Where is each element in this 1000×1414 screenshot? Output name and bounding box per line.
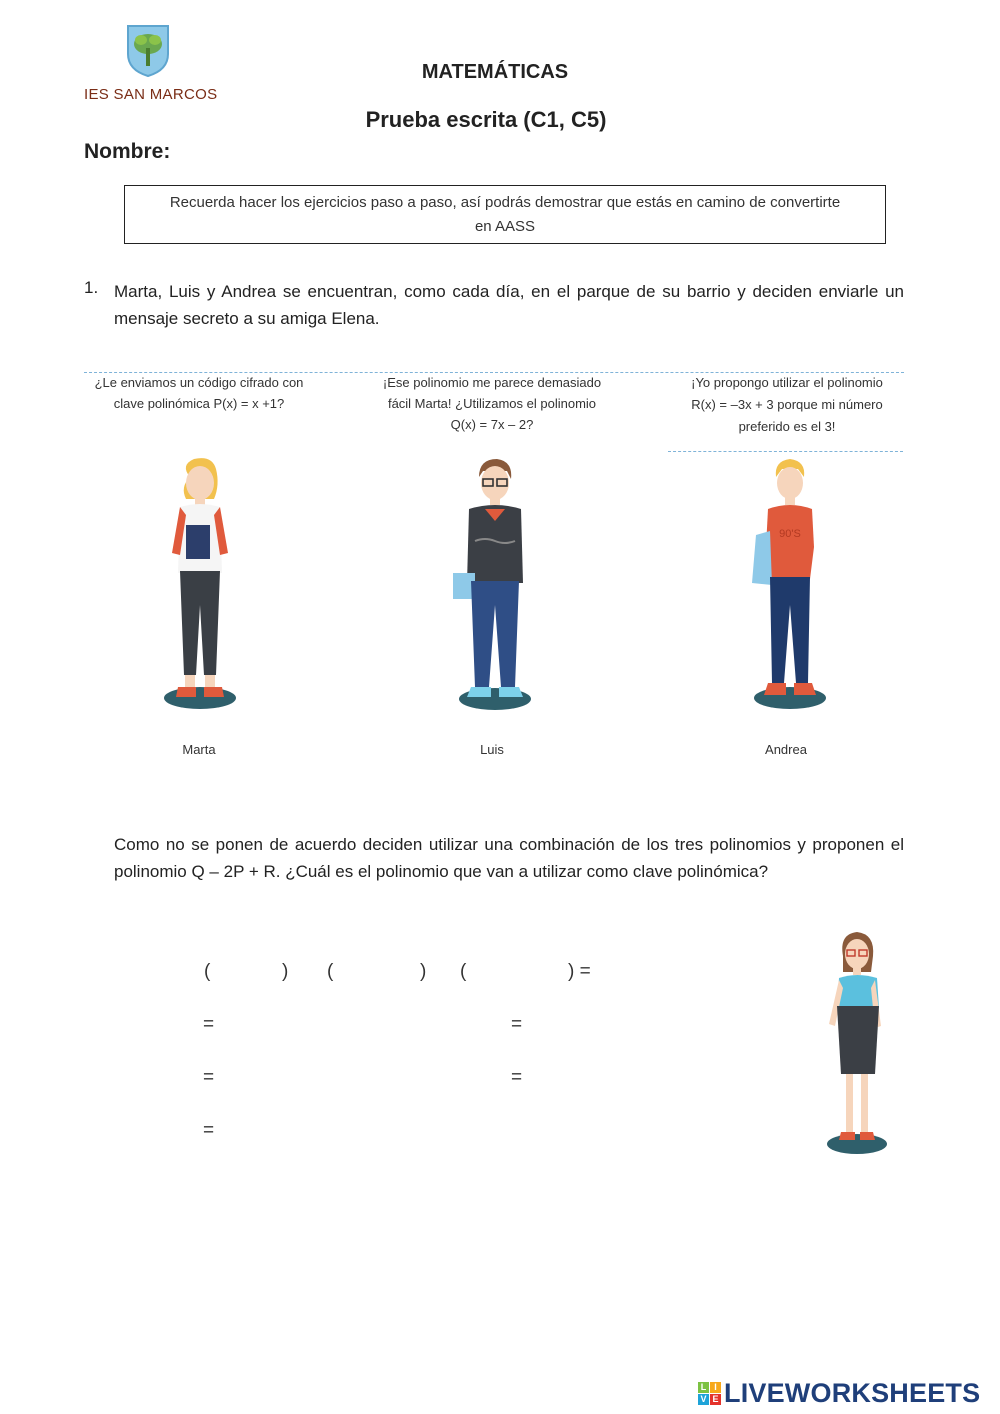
speech-line: clave polinómica P(x) = x +1? xyxy=(113,396,285,411)
close-paren: ) xyxy=(282,961,289,982)
lw-letter: L xyxy=(698,1382,709,1393)
answer-blank[interactable] xyxy=(226,1069,496,1091)
speech-luis xyxy=(372,372,612,435)
equals-sign: = xyxy=(203,1067,215,1088)
speech-line: R(x) = –3x + 3 porque mi número xyxy=(691,397,883,412)
speech-line: ¡Yo propongo utilizar el polinomio xyxy=(691,375,883,390)
speech-line: preferido es el 3! xyxy=(738,419,836,434)
answer-blank[interactable] xyxy=(226,1122,496,1144)
speech-marta xyxy=(84,372,314,414)
equals-sign: = xyxy=(511,1014,523,1035)
elena-illustration xyxy=(815,928,895,1163)
shirt-print: 90'S xyxy=(779,528,801,540)
answer-blank[interactable] xyxy=(474,963,564,985)
character-name-marta: Marta xyxy=(182,742,216,757)
equals-sign: = xyxy=(203,1014,215,1035)
equals-sign: = xyxy=(511,1067,523,1088)
lw-letter: E xyxy=(710,1394,721,1405)
speech-line: ¿Le enviamos un código cifrado con xyxy=(94,375,304,390)
answer-blank[interactable] xyxy=(216,963,276,985)
close-equals: ) = xyxy=(568,961,591,982)
speech-andrea xyxy=(672,372,902,438)
answer-blank[interactable] xyxy=(340,963,416,985)
equals-sign: = xyxy=(203,1120,215,1141)
subject-title: MATEMÁTICAS xyxy=(421,61,569,83)
exam-title: Prueba escrita (C1, C5) xyxy=(365,107,607,132)
name-label: Nombre: xyxy=(84,140,171,163)
open-paren: ( xyxy=(204,961,211,982)
dashed-divider xyxy=(668,451,903,452)
speech-line: fácil Marta! ¿Utilizamos el polinomio xyxy=(387,396,597,411)
andrea-illustration xyxy=(740,455,840,720)
question-number: 1. xyxy=(84,278,99,297)
reminder-box: Recuerda hacer los ejercicios paso a paso, así podrás demostrar que estás en camino de convertirte en AASS xyxy=(124,185,886,244)
liveworksheets-brand: LIVEWORKSHEETS xyxy=(724,1378,981,1408)
question-text: Marta, Luis y Andrea se encuentran, como cada día, en el parque de su barrio y deciden enviarle un mensaje secreto a su amiga Elena. xyxy=(114,282,904,328)
lw-letter: V xyxy=(698,1394,709,1405)
speech-line: ¡Ese polinomio me parece demasiado xyxy=(382,375,602,390)
school-name: IES SAN MARCOS xyxy=(84,86,218,103)
open-paren: ( xyxy=(460,961,467,982)
open-paren: ( xyxy=(327,961,334,982)
lw-letter: I xyxy=(710,1382,721,1393)
close-paren: ) xyxy=(420,961,427,982)
question-follow-up: Como no se ponen de acuerdo deciden utilizar una combinación de los tres polinomios y proponen el polinomio Q – 2P + R. ¿Cuál es el polinomio que van a utilizar como clave polinómica? xyxy=(114,835,904,881)
luis-illustration xyxy=(445,455,545,720)
answer-blank[interactable] xyxy=(534,1016,794,1038)
speech-line: Q(x) = 7x – 2? xyxy=(450,417,534,432)
answer-blank[interactable] xyxy=(534,1069,794,1091)
marta-illustration xyxy=(150,455,250,720)
character-name-andrea: Andrea xyxy=(765,742,807,757)
liveworksheets-logo xyxy=(698,1378,980,1409)
answer-blank[interactable] xyxy=(226,1016,496,1038)
lw-letter-grid-icon xyxy=(698,1382,721,1405)
answer-blank[interactable] xyxy=(608,963,758,985)
character-name-luis: Luis xyxy=(480,742,504,757)
